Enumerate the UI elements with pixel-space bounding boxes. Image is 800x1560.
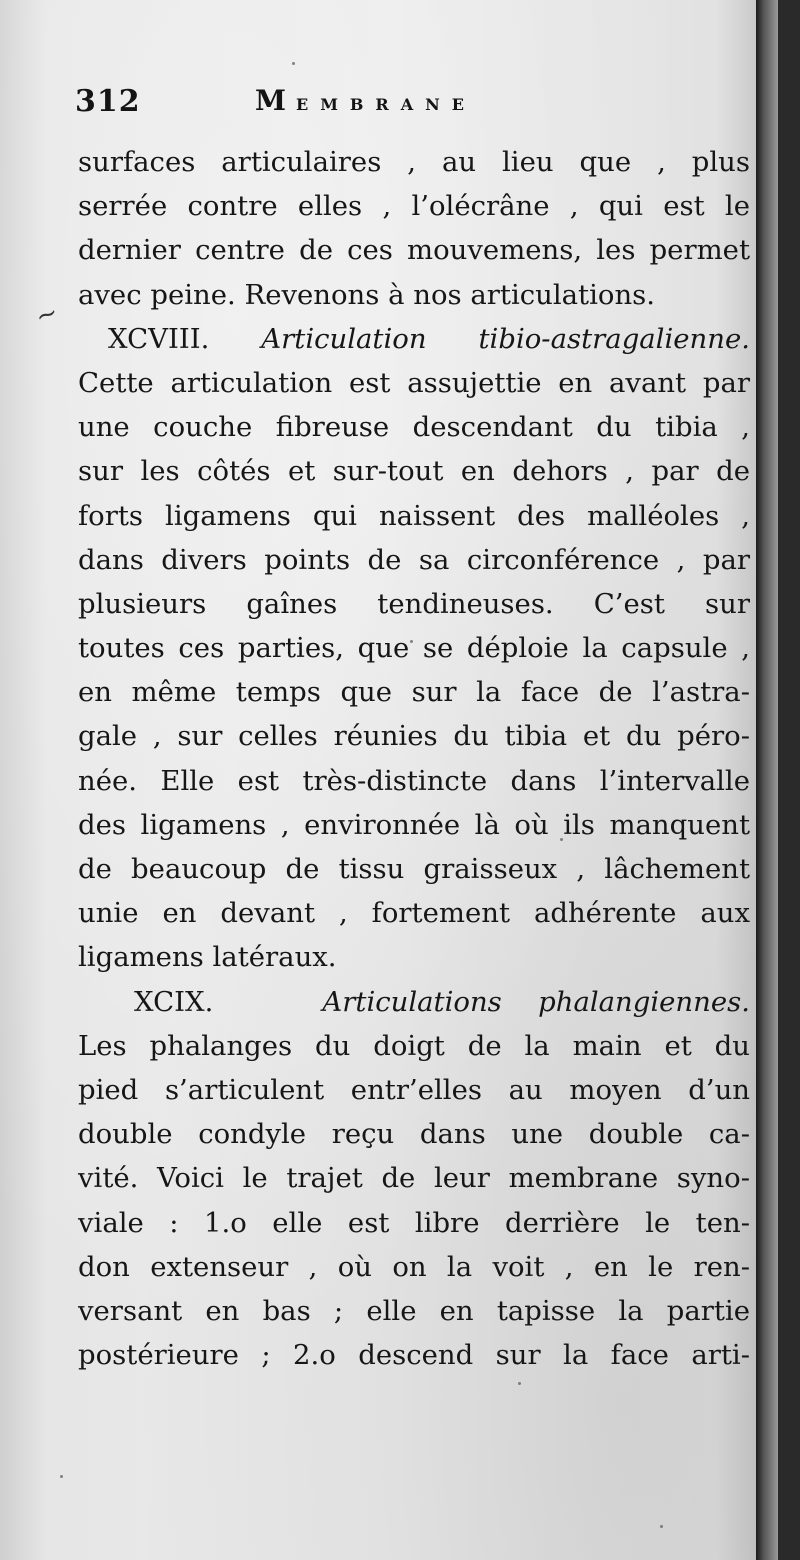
page-number: 312: [75, 84, 141, 119]
running-head-initial: M: [255, 84, 296, 117]
text-line: viale : 1.o elle est libre derrière le ten-: [78, 1206, 750, 1239]
text-line: surfaces articulaires , au lieu que , plus: [78, 146, 750, 178]
ink-speck: [518, 1382, 521, 1385]
text-line: don extenseur , où on la voit , en le ren-: [78, 1250, 750, 1283]
text-line: versant en bas ; elle en tapisse la partie: [78, 1294, 750, 1327]
text-line: en même temps que sur la face de l’astra-: [78, 676, 750, 709]
text-line: postérieure ; 2.o descend sur la face arti-: [78, 1339, 750, 1372]
text-line: toutes ces parties, que se déploie la capsule ,: [78, 632, 750, 665]
ink-speck: [60, 1475, 63, 1478]
text-line: gale , sur celles réunies du tibia et du péro-: [78, 720, 750, 753]
section-number: XCVIII.: [108, 322, 210, 355]
text-line: née. Elle est très-distincte dans l’intervalle: [78, 764, 750, 797]
text-line: Cette articulation est assujettie en avant par: [78, 366, 750, 399]
text-line: serrée contre elles , l’olécrâne , qui est le: [78, 190, 750, 223]
margin-pencil-mark: ~: [31, 297, 63, 333]
ink-speck: [660, 1525, 663, 1528]
section-heading-98: [78, 317, 750, 361]
ink-speck: [292, 62, 295, 65]
text-line: de beaucoup de tissu graisseux , lâchement: [78, 853, 750, 885]
page-header: [75, 84, 735, 132]
running-head: [255, 84, 476, 117]
text-line: des ligamens , environnée là où ils manquent: [78, 808, 750, 841]
body-text: [78, 140, 750, 1377]
text-line: vité. Voici le trajet de leur membrane syno-: [78, 1162, 750, 1195]
page-edge-shadow: [756, 0, 778, 1560]
text-line: pied s’articulent entr’elles au moyen d’un: [78, 1073, 750, 1106]
text-line: forts ligamens qui naissent des malléoles ,: [78, 499, 750, 532]
text-line: double condyle reçu dans une double ca-: [78, 1118, 750, 1151]
text-line: avec peine. Revenons à nos articulations.: [78, 278, 656, 311]
text-line: une couche fibreuse descendant du tibia ,: [78, 411, 750, 444]
text-line: ligamens latéraux.: [78, 941, 337, 974]
text-line: plusieurs gaînes tendineuses. C’est sur: [78, 587, 750, 620]
section-number: XCIX.: [134, 985, 214, 1018]
section-title: Articulations phalangiennes.: [322, 985, 750, 1018]
text-line: dans divers points de sa circonférence , par: [78, 543, 750, 576]
text-line: sur les côtés et sur-tout en dehors , par de: [78, 455, 750, 488]
running-head-rest: EMBRANE: [296, 95, 476, 114]
text-line: unie en devant , fortement adhérente aux: [78, 897, 750, 930]
text-line: dernier centre de ces mouvemens, les permet: [78, 234, 750, 267]
section-title: Articulation tibio-astragalienne.: [261, 322, 750, 355]
text-line: Les phalanges du doigt de la main et du: [78, 1029, 750, 1062]
section-heading-99: [78, 980, 750, 1024]
